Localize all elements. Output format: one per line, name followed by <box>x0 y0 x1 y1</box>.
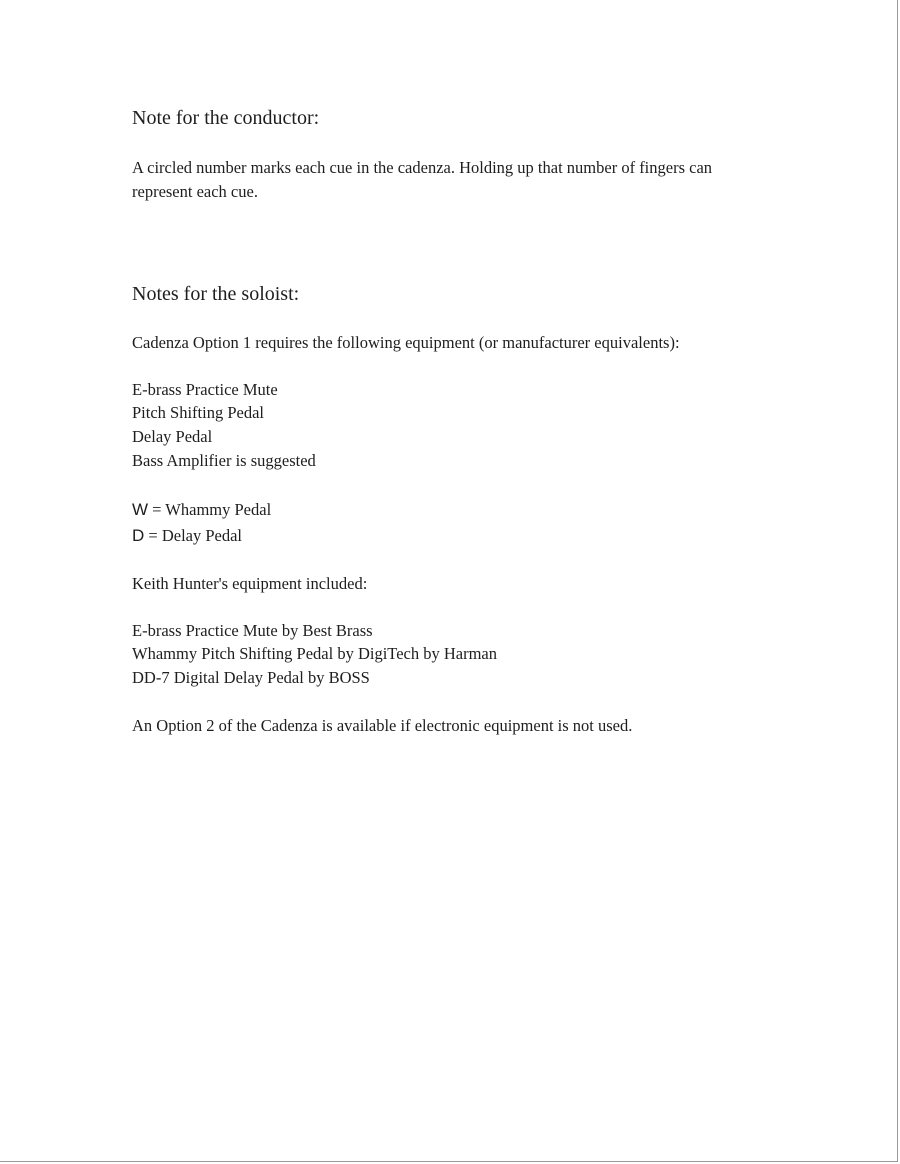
equipment-item: E-brass Practice Mute <box>132 380 278 399</box>
hunter-equipment-intro: Keith Hunter's equipment included: <box>132 574 368 593</box>
equipment-item: Delay Pedal <box>132 427 213 446</box>
legend-text-w: = Whammy Pedal <box>148 500 272 519</box>
equipment-intro: Cadenza Option 1 requires the following equipment (or manufacturer equivalents): <box>132 333 680 352</box>
hunter-equipment-item: E-brass Practice Mute by Best Brass <box>132 621 373 640</box>
legend-symbol-d: D <box>132 526 145 545</box>
equipment-item: Bass Amplifier is suggested <box>132 451 316 470</box>
legend-whammy <box>132 498 271 522</box>
hunter-equipment-item: DD-7 Digital Delay Pedal by BOSS <box>132 668 370 687</box>
legend-text-d: = Delay Pedal <box>144 526 243 545</box>
conductor-heading: Note for the conductor: <box>132 107 320 129</box>
option2-note: An Option 2 of the Cadenza is available if electronic equipment is not used. <box>132 716 633 735</box>
conductor-note: A circled number marks each cue in the cadenza. Holding up that number of fingers can represent each cue. <box>132 158 713 201</box>
legend-symbol-w: W <box>132 500 149 519</box>
hunter-equipment-item: Whammy Pitch Shifting Pedal by DigiTech by Harman <box>132 644 497 663</box>
legend-delay <box>132 524 242 548</box>
soloist-heading: Notes for the soloist: <box>132 283 300 305</box>
equipment-item: Pitch Shifting Pedal <box>132 403 264 422</box>
